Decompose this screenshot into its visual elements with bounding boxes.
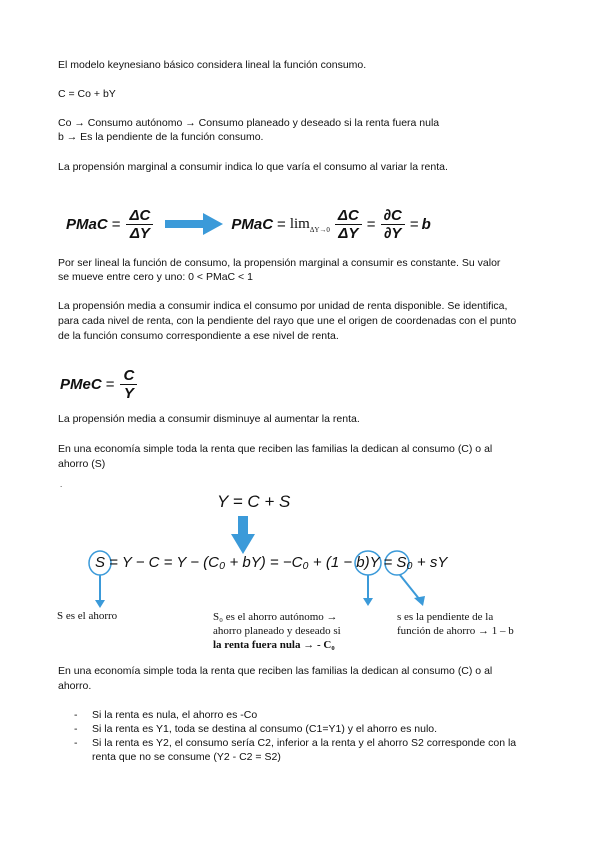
bullet-dash: - — [74, 709, 78, 721]
pmac-numerator: ΔC — [126, 207, 153, 225]
s0-pointer-head — [363, 598, 373, 606]
label-slope-line-1: s es la pendiente de la — [397, 611, 494, 623]
simple-economy-line-2: ahorro (S) — [58, 458, 106, 470]
pmac-denominator: ΔY — [129, 224, 150, 242]
bullet-dash: - — [74, 737, 78, 749]
label-s0 — [213, 610, 341, 652]
label-s0-line-1: S₀ es el ahorro autónomo → — [213, 611, 338, 623]
pmec-line-2: para cada nivel de renta, con la pendiente del rayo que une el origen de coordenadas con el punto — [58, 315, 517, 327]
list-item — [58, 736, 558, 764]
identity-equation: Y = C + S — [217, 492, 291, 511]
simple-economy-line-1: En una economía simple toda la renta que reciben las familias la dedican al consumo (C) o al — [58, 443, 493, 455]
pmec-numerator: C — [120, 367, 137, 385]
label-slope — [397, 610, 514, 638]
sy-pointer-line — [400, 575, 420, 600]
intro-paragraph: El modelo keynesiano básico considera lineal la función consumo. — [58, 59, 367, 71]
simple-economy2-line-1: En una economía simple toda la renta que reciben las familias la dedican al consumo (C) o al — [58, 665, 493, 677]
pmac-fraction-2 — [335, 207, 362, 242]
pmac-fraction — [126, 207, 153, 242]
pmac-eq-sign-4: = — [409, 215, 419, 233]
bullet-text: Si la renta es Y1, toda se destina al consumo (C1=Y1) y el ahorro es nulo. — [92, 723, 438, 735]
pmec-denominator: Y — [123, 384, 134, 402]
pmac-partial-denominator: ∂Y — [383, 224, 402, 242]
pmec-line-3: de la función consumo correspondiente a ese nivel de renta. — [58, 330, 339, 342]
label-s: S es el ahorro — [57, 610, 118, 622]
pmac-eq-sign-3: = — [366, 215, 376, 233]
pmac-linear-line-1: Por ser lineal la función de consumo, la propensión marginal a consumir es constante. Su valor — [58, 257, 501, 269]
pmac-eq-sign: = — [111, 215, 121, 233]
limit-subscript: ΔY→0 — [309, 226, 330, 234]
bullet-dash: - — [74, 723, 78, 735]
pmac-equation — [66, 200, 431, 248]
bullet-list — [58, 708, 558, 764]
pmac-intro: La propensión marginal a consumir indica lo que varía el consumo al variar la renta. — [58, 161, 448, 173]
savings-diagram — [55, 486, 555, 656]
savings-equation: S = Y − C = Y − (C₀ + bY) = −C₀ + (1 − b)Y = S₀ + sY — [95, 554, 448, 571]
implies-arrow-icon — [165, 212, 223, 236]
co-definition: Co → Consumo autónomo → Consumo planeado y deseado si la renta fuera nula — [58, 117, 440, 129]
pmac-denominator-2: ΔY — [338, 224, 359, 242]
consumption-formula: C = Co + bY — [58, 88, 116, 100]
pmac-result: b — [421, 215, 431, 233]
pmac-numerator-2: ΔC — [335, 207, 362, 225]
stray-dot: . — [60, 480, 63, 489]
pmac-lhs-2: PMaC — [231, 215, 274, 233]
pmec-line-1: La propensión media a consumir indica el consumo por unidad de renta disponible. Se identifica, — [58, 300, 508, 312]
bullet-text-cont: renta que no se consume (Y2 - C2 = S2) — [92, 751, 281, 763]
label-s0-line-3: la renta fuera nula → - C₀ — [213, 639, 335, 651]
limit-operator: lim — [289, 215, 310, 232]
pmac-lhs: PMaC — [66, 215, 108, 233]
pmec-lhs: PMeC — [60, 375, 102, 393]
simple-economy2-line-2: ahorro. — [58, 680, 92, 692]
s-pointer-head — [95, 600, 105, 608]
pmec-equation — [60, 362, 139, 406]
pmac-partial-fraction — [381, 207, 405, 242]
pmec-fraction — [120, 367, 137, 402]
pmac-eq-sign-2: = — [277, 215, 286, 233]
sy-pointer-head — [414, 596, 425, 606]
label-s0-line-2: ahorro planeado y deseado si — [213, 625, 341, 637]
list-item — [58, 708, 558, 722]
pmec-eq-sign: = — [105, 375, 115, 393]
bullet-text: Si la renta es Y2, el consumo sería C2, inferior a la renta y el ahorro S2 corresponde con la — [92, 737, 517, 749]
bullet-text: Si la renta es nula, el ahorro es -Co — [92, 709, 258, 721]
pmac-partial-numerator: ∂C — [381, 207, 405, 225]
pmac-linear-line-2: se mueve entre cero y uno: 0 < PMaC < 1 — [58, 271, 253, 283]
b-definition: b → Es la pendiente de la función consumo. — [58, 131, 264, 143]
label-slope-line-2: función de ahorro → 1 – b — [397, 625, 514, 637]
pmec-decrease: La propensión media a consumir disminuye al aumentar la renta. — [58, 413, 360, 425]
list-item — [58, 722, 558, 736]
